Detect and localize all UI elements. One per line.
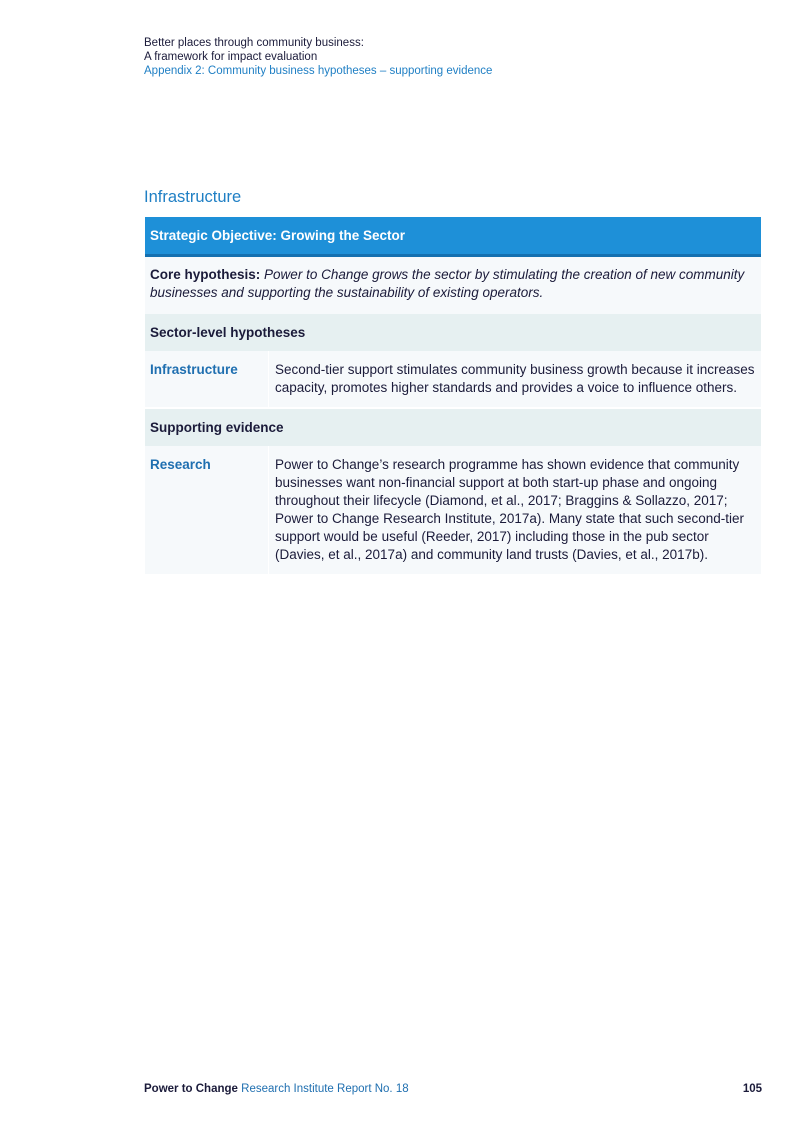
core-hypothesis-text: Power to Change grows the sector by stimulating the creation of new community businesses and supporting the sustainability of existing operators.	[150, 267, 745, 300]
sector-row-text: Second-tier support stimulates community business growth because it increases capacity, promotes higher standards and provides a voice to influence others.	[275, 362, 755, 395]
core-hypothesis-row	[145, 257, 761, 314]
table-row	[145, 351, 761, 407]
header-appendix-line: Appendix 2: Community business hypotheses – supporting evidence	[144, 65, 493, 77]
page-footer	[144, 1083, 762, 1095]
page-number: 105	[742, 1083, 762, 1095]
header-title-line-2: A framework for impact evaluation	[144, 51, 318, 63]
sector-level-hypotheses-heading: Sector-level hypotheses	[145, 314, 761, 351]
section-title: Infrastructure	[144, 188, 242, 206]
running-header	[144, 36, 492, 78]
strategic-objective-row: Strategic Objective: Growing the Sector	[145, 217, 761, 257]
footer-report-title: Research Institute Report No. 18	[241, 1083, 409, 1095]
evidence-row-label: Research	[145, 446, 269, 574]
sector-row-label: Infrastructure	[145, 351, 269, 407]
hypothesis-table	[145, 217, 761, 574]
footer-brand: Power to Change	[144, 1083, 238, 1095]
evidence-row-text: Power to Change’s research programme has shown evidence that community businesses want non-financial support at both start-up phase and ongoing throughout their lifecycle (Diamond, et al., 2017; Braggins & Sollazzo, 2017; Power to Change Research Institute, 2017a). Many state that such second-tier support would be useful (Reeder, 2017) including those in the pub sector (Davies, et al., 2017a) and community land trusts (Davies, et al., 2017b).	[275, 457, 745, 562]
table-row	[145, 446, 761, 574]
header-title-line-1: Better places through community business:	[144, 37, 364, 49]
supporting-evidence-heading: Supporting evidence	[145, 409, 761, 446]
core-hypothesis-label: Core hypothesis:	[150, 267, 261, 282]
